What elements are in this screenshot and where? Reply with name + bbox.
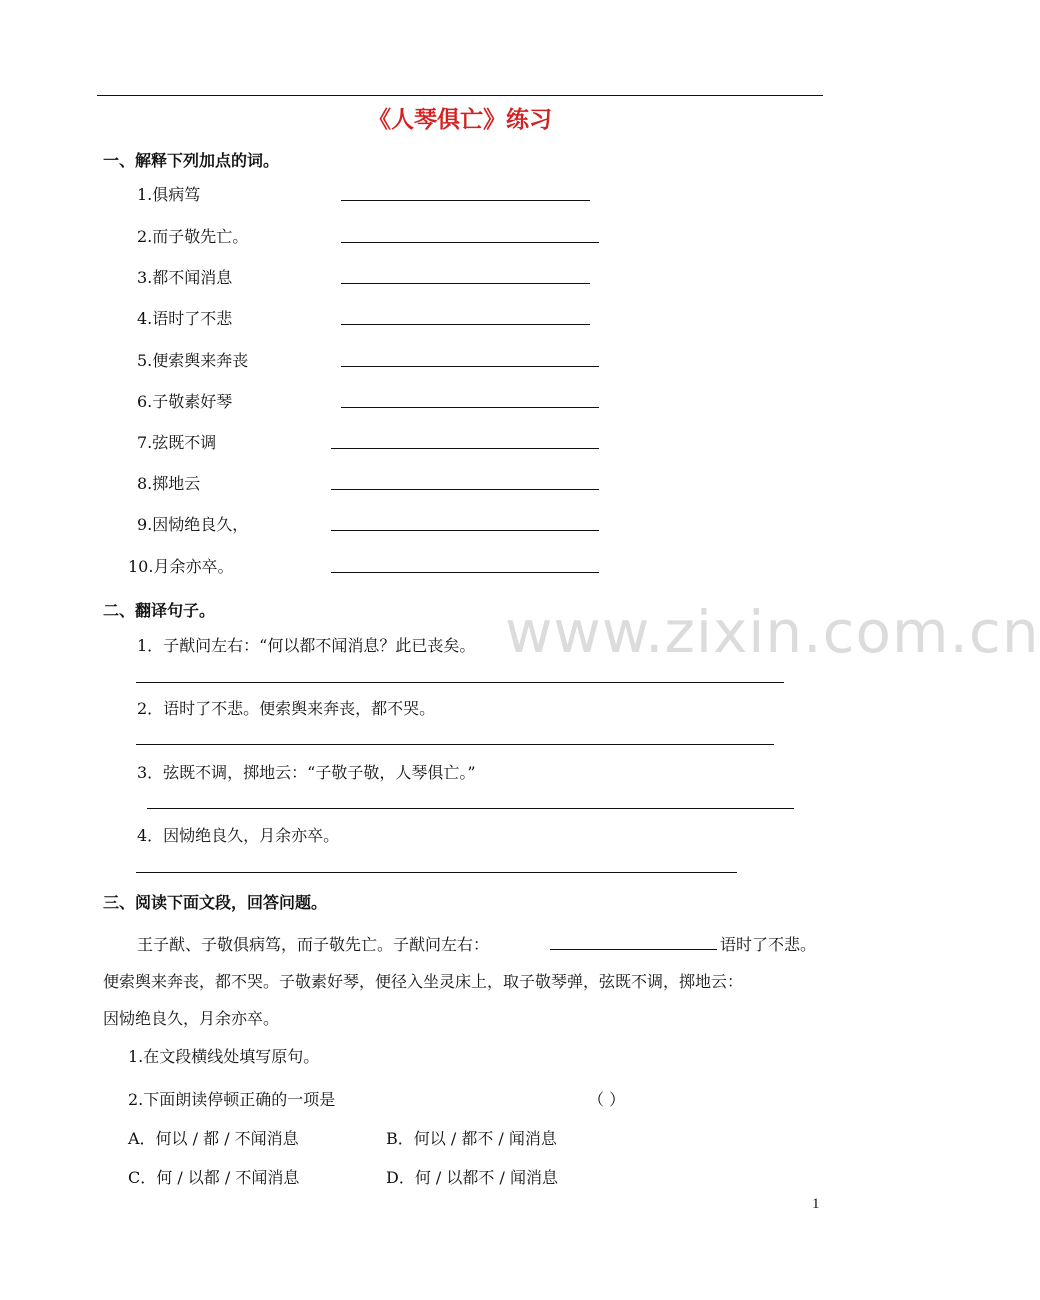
translate-item: 4．因恸绝良久，月余亦卒。 xyxy=(137,826,340,845)
answer-line[interactable] xyxy=(341,242,599,243)
question-1: 1.在文段横线处填写原句。 xyxy=(128,1047,320,1066)
header-rule xyxy=(97,95,823,96)
translate-item: 2．语时了不悲。便索舆来奔丧，都不哭。 xyxy=(137,699,436,718)
passage-line-2: 便索舆来奔丧，都不哭。子敬素好琴，便径入坐灵床上，取子敬琴弹，弦既不调，掷地云： xyxy=(103,972,744,991)
watermark: www.zixin.com.cn xyxy=(505,598,1040,666)
answer-line[interactable] xyxy=(147,808,794,809)
passage-line-1a: 王子猷、子敬俱病笃，而子敬先亡。子猷问左右： xyxy=(137,935,490,954)
answer-line[interactable] xyxy=(136,744,774,745)
answer-line[interactable] xyxy=(341,407,599,408)
answer-line[interactable] xyxy=(136,682,784,683)
term-item: 6.子敬素好琴 xyxy=(137,392,233,411)
term-item: 3.都不闻消息 xyxy=(137,268,233,287)
term-item: 10.月余亦卒。 xyxy=(128,557,234,576)
answer-line[interactable] xyxy=(341,366,599,367)
passage-line-1b: 语时了不悲。 xyxy=(720,935,817,954)
answer-line[interactable] xyxy=(341,283,590,284)
term-item: 9.因恸绝良久， xyxy=(137,515,249,534)
answer-line[interactable] xyxy=(331,572,599,573)
answer-line[interactable] xyxy=(341,324,590,325)
passage-line-3: 因恸绝良久，月余亦卒。 xyxy=(103,1009,280,1028)
answer-line[interactable] xyxy=(136,872,737,873)
answer-bracket[interactable]: （ ） xyxy=(588,1090,626,1109)
option-b[interactable]: B．何以 / 都不 / 闻消息 xyxy=(386,1129,557,1148)
translate-item: 3．弦既不调，掷地云：“子敬子敬，人琴俱亡。” xyxy=(137,763,476,782)
blank-line[interactable] xyxy=(550,949,717,950)
term-item: 2.而子敬先亡。 xyxy=(137,227,249,246)
question-2: 2.下面朗读停顿正确的一项是 xyxy=(128,1090,336,1109)
term-item: 8.掷地云 xyxy=(137,474,201,493)
term-item: 1.俱病笃 xyxy=(137,185,201,204)
option-c[interactable]: C．何 / 以都 / 不闻消息 xyxy=(128,1168,300,1187)
option-a[interactable]: A．何以 / 都 / 不闻消息 xyxy=(128,1129,299,1148)
term-item: 4.语时了不悲 xyxy=(137,309,233,328)
answer-line[interactable] xyxy=(331,448,599,449)
section-1-heading: 一、解释下列加点的词。 xyxy=(103,151,280,170)
section-3-heading: 三、阅读下面文段，回答问题。 xyxy=(103,893,328,912)
option-d[interactable]: D．何 / 以都不 / 闻消息 xyxy=(386,1168,558,1187)
term-item: 7.弦既不调 xyxy=(137,433,217,452)
translate-item: 1．子猷问左右：“何以都不闻消息？此已丧矣。 xyxy=(137,636,476,655)
answer-line[interactable] xyxy=(341,200,590,201)
answer-line[interactable] xyxy=(331,489,599,490)
page-number: 1 xyxy=(812,1196,820,1212)
answer-line[interactable] xyxy=(331,530,599,531)
term-item: 5.便索舆来奔丧 xyxy=(137,351,249,370)
section-2-heading: 二、翻译句子。 xyxy=(103,601,216,620)
page-title: 《人琴俱亡》练习 xyxy=(368,106,552,133)
